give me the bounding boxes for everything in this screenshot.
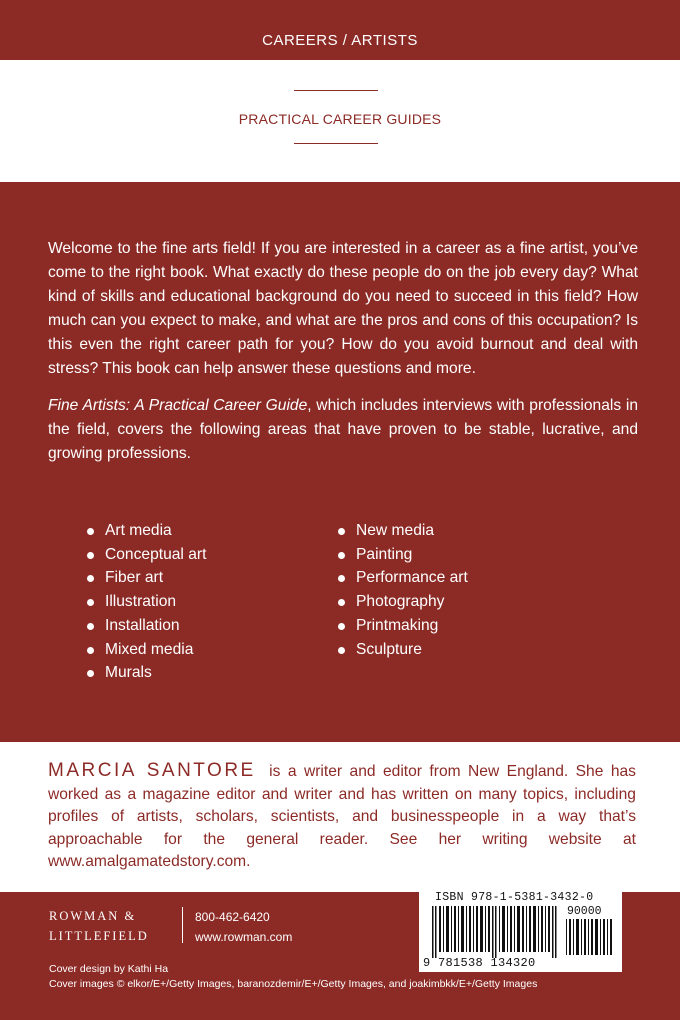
publisher-name-line2: LITTLEFIELD (49, 929, 149, 943)
list-item: Conceptual art (86, 543, 206, 567)
list-item: Performance art (337, 566, 468, 590)
book-description (48, 237, 638, 479)
author-name: MARCIA SANTORE (48, 760, 256, 781)
list-item: Installation (86, 614, 206, 638)
publisher-phone: 800-462-6420 (195, 910, 270, 924)
book-title-italic: Fine Artists: A Practical Career Guide (48, 397, 308, 414)
list-item: Illustration (86, 590, 206, 614)
series-divider-bottom (294, 143, 378, 144)
description-paragraph-2 (48, 394, 638, 466)
author-bio (48, 760, 636, 874)
list-item: Painting (337, 543, 468, 567)
list-item: Art media (86, 519, 206, 543)
publisher-divider (182, 907, 183, 943)
areas-list-left (86, 519, 206, 685)
publisher-name-line1: ROWMAN & (49, 909, 137, 923)
cover-design-credit: Cover design by Kathi Ha (49, 963, 169, 975)
description-paragraph-2-text: , which includes interviews with professionals in the field, covers the following areas that have proven to be stable, lucrative, and growing professions. (48, 397, 638, 462)
barcode (419, 884, 622, 972)
ean-number: 9 781538 134320 (423, 956, 536, 970)
areas-list-right (337, 519, 468, 661)
list-item: Fiber art (86, 566, 206, 590)
series-title: PRACTICAL CAREER GUIDES (238, 111, 442, 127)
price-barcode-bars (566, 919, 614, 955)
list-item: Photography (337, 590, 468, 614)
barcode-bars (432, 906, 558, 958)
publisher-website: www.rowman.com (195, 930, 293, 944)
isbn-text: ISBN 978-1-5381-3432-0 (435, 891, 594, 904)
category-label: CAREERS / ARTISTS (262, 32, 418, 49)
list-item: Sculpture (337, 638, 468, 662)
list-item: Printmaking (337, 614, 468, 638)
price-code: 90000 (567, 905, 602, 918)
author-bio-text: is a writer and editor from New England. She has worked as a magazine editor and writer and has written on many topics, including profiles of artists, scholars, scientists, and businesspeople in a way that’s approachable for the general reader. See her writing website at www.amalgamatedstory.com. (48, 763, 636, 870)
list-item: Murals (86, 661, 206, 685)
description-paragraph-1: Welcome to the fine arts field! If you are interested in a career as a fine artist, you’ve come to the right book. What exactly do these people do on the job every day? What kind of skills and educational background do you need to succeed in this field? How much can you expect to make, and what are the pros and cons of this occupation? Is this even the right career path for you? How do you avoid burnout and deal with stress? This book can help answer these questions and more. (48, 240, 638, 377)
cover-image-credit: Cover images © elkor/E+/Getty Images, baranozdemir/E+/Getty Images, and joakimbkk/E+/Getty Images (49, 978, 538, 990)
list-item: New media (337, 519, 468, 543)
list-item: Mixed media (86, 638, 206, 662)
series-divider-top (294, 90, 378, 91)
top-band (0, 0, 680, 60)
